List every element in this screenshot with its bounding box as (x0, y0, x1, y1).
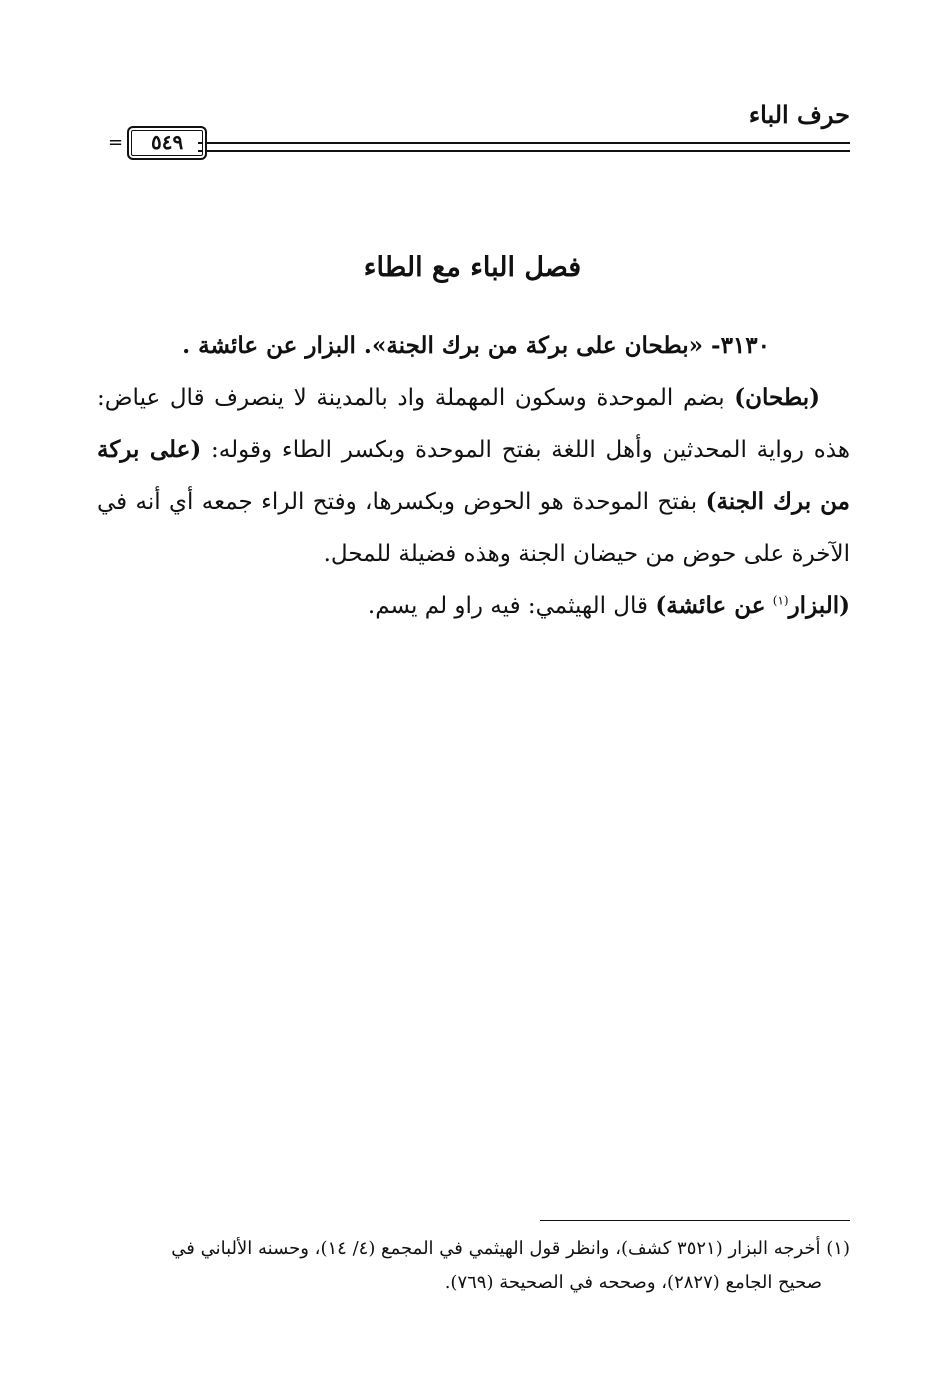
page-number-group (108, 126, 207, 160)
section-heading: فصل الباء مع الطاء (363, 252, 582, 283)
gloss-term-2: (على بركة من برك الجنة) (97, 436, 850, 515)
page-number: ٥٤٩ (127, 126, 207, 160)
gloss-text-2: بفتح الموحدة هو الحوض وبكسرها، وفتح الراء جمعه أي أنه في الآخرة على حوض من حيضان الجنة وهذه فضيلة للمحل. (97, 489, 850, 567)
commentary-paragraph (97, 372, 850, 580)
gloss-text-1: بضم الموحدة وسكون المهملة واد بالمدينة لا ينصرف قال عياض: هذه رواية المحدثين وأهل اللغة بفتح الموحدة وبكسر الطاء وقوله: (97, 385, 850, 463)
footnote-reference[interactable]: (١) (772, 593, 789, 608)
hadith-text: «بطحان على بركة من برك الجنة». البزار عن عائشة . (182, 332, 704, 359)
footnote-line-2: صحيح الجامع (٢٨٢٧)، وصححه في الصحيحة (٧٦٩). (444, 1272, 822, 1293)
running-header-title: حرف الباء (748, 100, 850, 129)
footnote-separator (540, 1220, 850, 1221)
gloss-term-1: (بطحان) (734, 384, 821, 411)
footnote (97, 1232, 850, 1300)
footnote-line-1: (١) أخرجه البزار (٣٥٢١ كشف)، وانظر قول الهيثمي في المجمع (٤/ ١٤)، وحسنه الألباني في (171, 1238, 850, 1259)
gloss-term-3: (البزار (788, 592, 850, 619)
hadith-entry (97, 320, 850, 372)
source-paragraph (97, 580, 850, 632)
entry-number: ٣١٣٠- (711, 332, 770, 359)
header-double-rule (198, 142, 850, 152)
header-marker: = (108, 132, 124, 153)
gloss-term-3b: عن عائشة) (655, 592, 766, 619)
main-text (97, 320, 850, 632)
gloss-text-3: قال الهيثمي: فيه راو لم يسم. (367, 593, 649, 619)
